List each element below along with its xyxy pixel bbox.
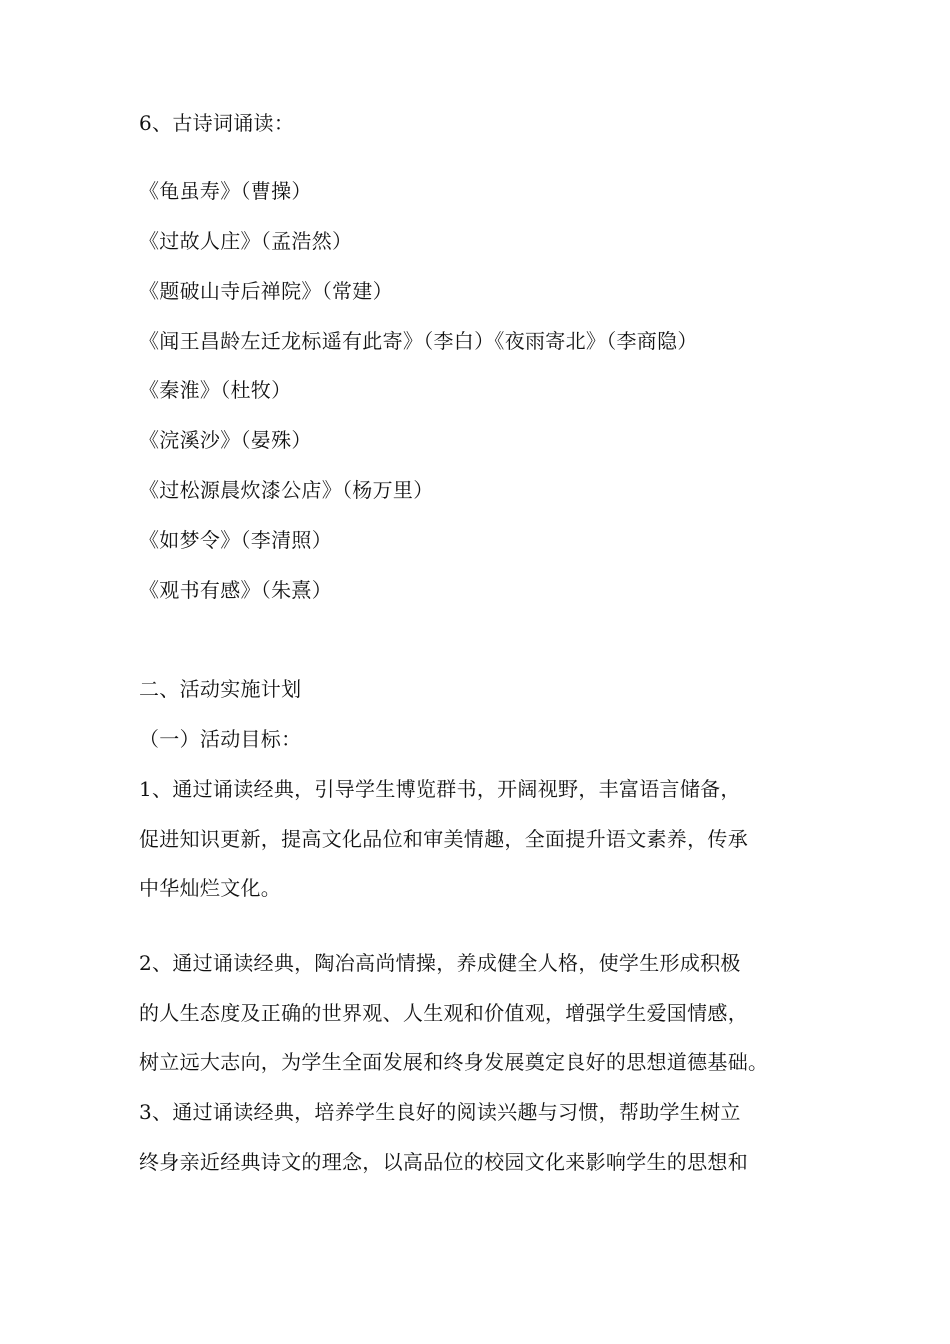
goal-2-line: 的人生态度及正确的世界观、人生观和价值观，增强学生爱国情感，: [139, 1001, 748, 1025]
poem-item: 《闻王昌龄左迁龙标遥有此寄》（李白）《夜雨寄北》（李商隐）: [139, 329, 698, 353]
poem-item: 《浣溪沙》（晏殊）: [139, 428, 312, 452]
poem-item: 《题破山寺后禅院》（常建）: [139, 279, 393, 303]
poem-item: 《观书有感》（朱熹）: [139, 578, 332, 602]
section-heading-implementation-plan: 二、活动实施计划: [139, 677, 302, 701]
poem-item: 《如梦令》（李清照）: [139, 528, 332, 552]
poem-item: 《秦淮》（杜牧）: [139, 378, 292, 402]
goal-2-line: 2、通过诵读经典，陶冶高尚情操，养成健全人格，使学生形成积极: [139, 951, 741, 975]
goal-3-line: 3、通过诵读经典，培养学生良好的阅读兴趣与习惯，帮助学生树立: [139, 1100, 741, 1124]
goal-1-line: 促进知识更新，提高文化品位和审美情趣，全面提升语文素养，传承: [139, 827, 748, 851]
poem-item: 《过松源晨炊漆公店》（杨万里）: [139, 478, 434, 502]
subheading-activity-goals: （一）活动目标：: [139, 727, 302, 751]
goal-1-line: 中华灿烂文化。: [139, 876, 282, 900]
goal-1-line: 1、通过诵读经典，引导学生博览群书，开阔视野，丰富语言储备，: [139, 777, 741, 801]
goal-2-line: 树立远大志向，为学生全面发展和终身发展奠定良好的思想道德基础。: [139, 1050, 769, 1074]
poem-item: 《过故人庄》（孟浩然）: [139, 229, 353, 253]
section-heading-poetry-recitation: 6、古诗词诵读：: [139, 111, 295, 135]
goal-3-line: 终身亲近经典诗文的理念，以高品位的校园文化来影响学生的思想和: [139, 1150, 748, 1174]
poem-item: 《龟虽寿》（曹操）: [139, 179, 312, 203]
